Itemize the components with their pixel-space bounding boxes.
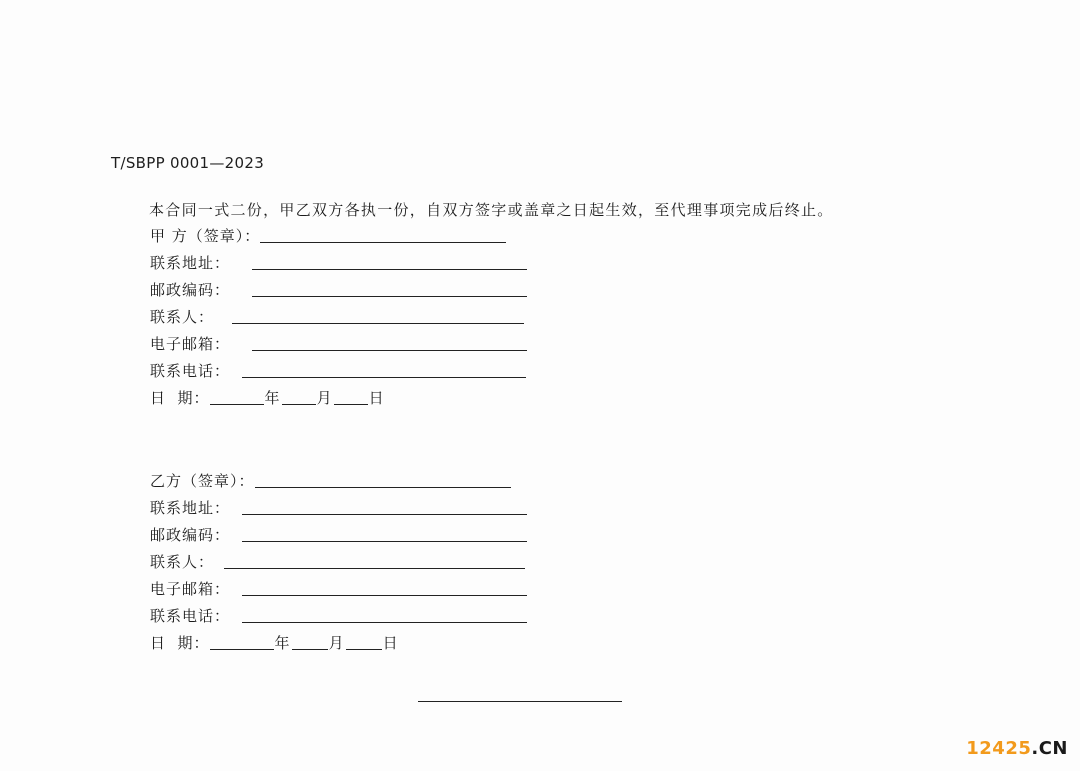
party-a-email-line[interactable] — [252, 350, 527, 351]
party-a-year-unit: 年 — [264, 389, 281, 407]
party-b-date-row — [150, 631, 400, 653]
watermark-domain: .CN — [1031, 738, 1068, 759]
party-b-email-row — [150, 577, 527, 599]
site-watermark — [966, 738, 1068, 759]
party-b-contact-line[interactable] — [224, 568, 525, 569]
party-b-year-line[interactable] — [210, 649, 274, 650]
party-a-email-row — [150, 332, 527, 354]
party-b-signature-row — [150, 469, 511, 491]
party-a-phone-line[interactable] — [242, 377, 526, 378]
party-b-address-row — [150, 496, 527, 518]
party-a-address-label: 联系地址： — [150, 254, 231, 272]
party-a-year-line[interactable] — [210, 404, 264, 405]
party-a-day-unit: 日 — [368, 389, 385, 407]
party-a-phone-label: 联系电话： — [150, 362, 231, 380]
party-a-address-row — [150, 251, 527, 273]
party-b-month-unit: 月 — [328, 634, 345, 652]
party-a-contact-label: 联系人： — [150, 308, 215, 326]
party-b-day-line[interactable] — [346, 649, 382, 650]
party-b-postcode-row — [150, 523, 527, 545]
party-a-month-line[interactable] — [282, 404, 316, 405]
party-a-contact-line[interactable] — [232, 323, 524, 324]
party-a-address-line[interactable] — [252, 269, 527, 270]
party-a-day-line[interactable] — [334, 404, 368, 405]
party-b-day-unit: 日 — [382, 634, 399, 652]
party-a-postcode-row — [150, 278, 527, 300]
party-b-contact-label: 联系人： — [150, 553, 215, 571]
party-a-date-row — [150, 386, 386, 408]
party-b-contact-row — [150, 550, 525, 572]
party-a-signature-line[interactable] — [260, 242, 506, 243]
party-a-phone-row — [150, 359, 526, 381]
party-a-signature-row — [150, 224, 506, 246]
party-a-email-label: 电子邮箱： — [150, 335, 231, 353]
party-a-signature-label: 甲 方（签章）： — [150, 227, 261, 245]
party-a-contact-row — [150, 305, 524, 327]
standard-code: T/SBPP 0001—2023 — [111, 154, 265, 172]
party-b-phone-label: 联系电话： — [150, 607, 231, 625]
party-a-postcode-label: 邮政编码： — [150, 281, 231, 299]
party-a-postcode-line[interactable] — [252, 296, 527, 297]
party-b-month-line[interactable] — [292, 649, 328, 650]
party-b-date-label: 日 期： — [150, 634, 210, 652]
party-b-address-line[interactable] — [242, 514, 527, 515]
party-b-phone-line[interactable] — [242, 622, 527, 623]
party-b-email-label: 电子邮箱： — [150, 580, 231, 598]
end-of-document-rule — [418, 701, 622, 702]
party-b-signature-line[interactable] — [255, 487, 511, 488]
party-b-postcode-label: 邮政编码： — [150, 526, 231, 544]
party-b-year-unit: 年 — [274, 634, 291, 652]
party-b-signature-label: 乙方（签章）： — [150, 472, 255, 490]
party-b-email-line[interactable] — [242, 595, 527, 596]
validity-clause: 本合同一式二份，甲乙双方各执一份，自双方签字或盖章之日起生效，至代理事项完成后终止。 — [149, 201, 834, 219]
party-a-month-unit: 月 — [316, 389, 333, 407]
party-a-date-label: 日 期： — [150, 389, 210, 407]
party-b-address-label: 联系地址： — [150, 499, 231, 517]
party-b-postcode-line[interactable] — [242, 541, 527, 542]
party-b-phone-row — [150, 604, 527, 626]
watermark-number: 12425 — [966, 738, 1032, 759]
